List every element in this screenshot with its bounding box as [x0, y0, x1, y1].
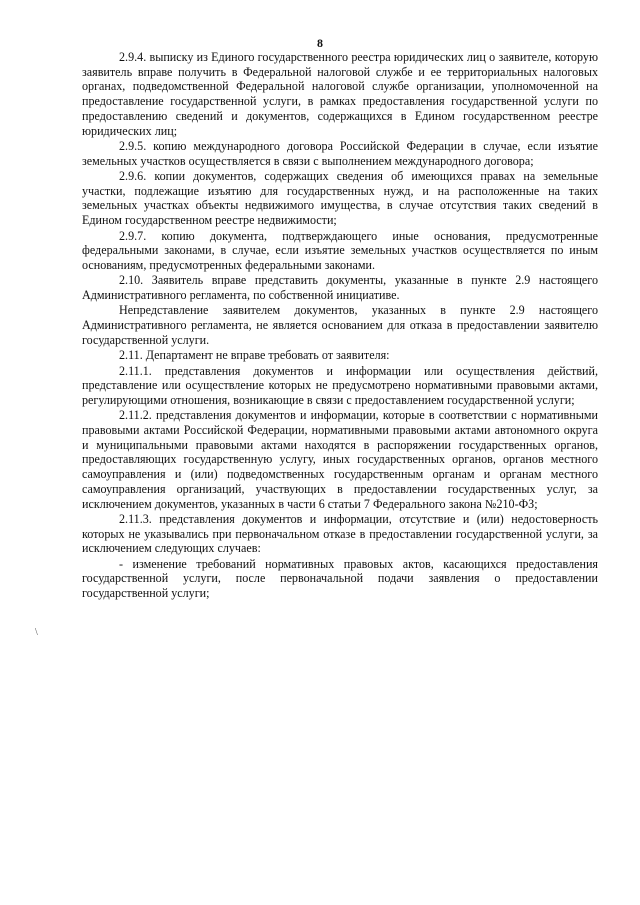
paragraph-2-9-4: 2.9.4. выписку из Единого государственного реестра юридических лиц о заявителе, которую заявитель вправе получить в Федеральной налоговой службе и ее территориальных налоговых органах, подведомственной Федеральной налоговой службе организации, уполномоченной на предоставление государственной услуги, в рамках предоставления государственной услуги по предоставлению сведений и документов, содержащихся в Едином государственном реестре юридических лиц; — [82, 50, 598, 138]
paragraph-2-9-5: 2.9.5. копию международного договора Российской Федерации в случае, если изъятие земельных участков осуществляется в связи с выполнением международного договора; — [82, 138, 598, 168]
paragraph-2-9-6: 2.9.6. копии документов, содержащих сведения об имеющихся правах на земельные участки, подлежащие изъятию для государственных нужд, и на расположенные на таких земельных участках объекты недвижимого имущества, в случае отсутствия таких сведений в Едином государственном реестре недвижимости; — [82, 169, 598, 228]
document-body — [82, 50, 598, 601]
paragraph-2-11-2: 2.11.2. представления документов и информации, которые в соответствии с нормативными правовыми актами Российской Федерации, нормативными правовыми актами автономного округа и муниципальными правовыми актами находятся в распоряжении государственных органов, предоставляющих государственную услугу, иных государственных органов, органов местного самоуправления и (или) подведомственных государственным органам и органам местного самоуправления организаций, участвующих в предоставлении государственных услуг, за исключением документов, указанных в части 6 статьи 7 Федерального закона №210-ФЗ; — [82, 408, 598, 511]
paragraph-exception-item: - изменение требований нормативных правовых актов, касающихся предоставления государственной услуги, после первоначальной подачи заявления о предоставлении государственной услуги; — [82, 556, 598, 601]
paragraph-2-9-7: 2.9.7. копию документа, подтверждающего иные основания, предусмотренные федеральными законами, в случае, если изъятие земельных участков осуществляется по иным основаниям, предусмотренных федеральными законами. — [82, 228, 598, 272]
paragraph-2-11-1: 2.11.1. представления документов и информации или осуществления действий, представление или осуществление которых не предусмотрено нормативными правовыми актами, регулирующими отношения, возникающие в связи с предоставлением государственной услуги; — [82, 363, 598, 407]
page-number: 8 — [317, 36, 323, 50]
paragraph-2-11-3: 2.11.3. представления документов и информации, отсутствие и (или) недостоверность которых не указывались при первоначальном отказе в предоставлении государственной услуги, за исключением следующих случаев: — [82, 511, 598, 556]
paragraph-non-submission: Непредставление заявителем документов, указанных в пункте 2.9 настоящего Административного регламента, не является основанием для отказа в предоставлении заявителю государственной услуги. — [82, 303, 598, 347]
paragraph-2-11: 2.11. Департамент не вправе требовать от заявителя: — [119, 348, 390, 363]
margin-mark: \ — [35, 627, 38, 638]
paragraph-2-10: 2.10. Заявитель вправе представить документы, указанные в пункте 2.9 настоящего Административного регламента, по собственной инициативе. — [82, 273, 598, 302]
